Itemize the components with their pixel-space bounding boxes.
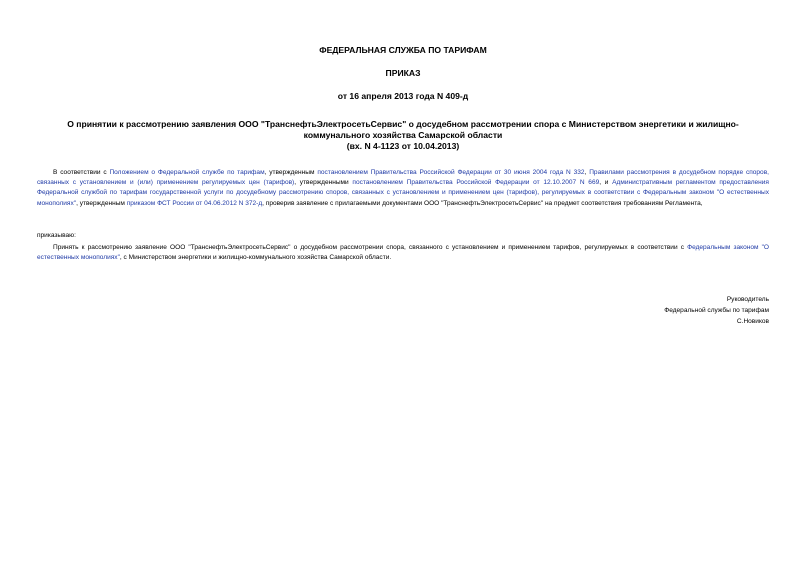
order-paragraph	[37, 243, 769, 263]
title-line-3: (вх. N 4-1123 от 10.04.2013)	[346, 141, 460, 151]
preamble-paragraph	[37, 168, 769, 209]
document-title	[37, 119, 769, 152]
signature-organization: Федеральной службы по тарифам	[664, 307, 769, 314]
signature-position: Руководитель	[726, 296, 769, 303]
preamble-text-2: , утвержденным	[264, 169, 318, 176]
agency-name: ФЕДЕРАЛЬНАЯ СЛУЖБА ПО ТАРИФАМ	[319, 45, 487, 55]
link-administrative-regulation[interactable]: Административным регламентом предоставления Федеральной службой по тарифам государственной услуги по досудебному рассмотрению споров, связанных с установлением и применением цен (тарифов), регулируемых в соответствии с Федеральным законом "О естественных монополиях"	[37, 179, 769, 207]
preamble-text-7: , проверив заявление с прилагаемыми документами ООО "ТранснефтьЭлектросетьСервис" на предмет соответствия требованиям Регламента,	[262, 199, 703, 207]
link-dispute-rules[interactable]: Правилами рассмотрения в досудебном порядке споров, связанных с установлением и (или) применением регулируемых цен (тарифов)	[37, 169, 769, 187]
link-natural-monopolies-law[interactable]: Федеральным законом "О естественных монополиях"	[37, 244, 769, 262]
signature-block	[664, 294, 769, 327]
link-fst-regulation[interactable]: Положением о Федеральной службе по тарифам	[109, 169, 265, 176]
title-line-1: О принятии к рассмотрению заявления ООО "ТранснефтьЭлектросетьСервис" о досудебном рассмотрении спора с Министерством энергетики и жилищно-	[67, 119, 739, 129]
order-word: приказываю:	[37, 232, 76, 239]
order-text-1: Принять к рассмотрению заявление ООО "ТранснефтьЭлектросетьСервис" о досудебном рассмотрении спора, связанного с установлением и применением тарифов, регулируемых в соответствии с	[53, 244, 688, 251]
document-type: ПРИКАЗ	[385, 68, 421, 78]
signature-name: С.Новиков	[736, 318, 769, 325]
title-line-2: коммунального хозяйства Самарской области	[303, 130, 503, 140]
link-fst-order-372[interactable]: приказом ФСТ России от 04.06.2012 N 372-д	[126, 199, 263, 207]
link-government-decree-669[interactable]: постановлением Правительства Российской Федерации от 12.10.2007 N 669	[352, 179, 600, 187]
preamble-text-4: , утвержденными	[294, 179, 353, 187]
preamble-text-3: ,	[584, 169, 590, 176]
link-government-decree-332[interactable]: постановлением Правительства Российской Федерации от 30 июня 2004 года N 332	[317, 169, 585, 176]
preamble-text-1: В соответствии с	[53, 169, 110, 176]
preamble-text-5: , и	[599, 179, 613, 187]
order-text-2: , с Министерством энергетики и жилищно-коммунального хозяйства Самарской области.	[119, 254, 392, 262]
document-date: от 16 апреля 2013 года N 409-д	[337, 91, 469, 101]
document-page	[37, 0, 769, 571]
preamble-text-6: , утвержденным	[76, 199, 127, 207]
